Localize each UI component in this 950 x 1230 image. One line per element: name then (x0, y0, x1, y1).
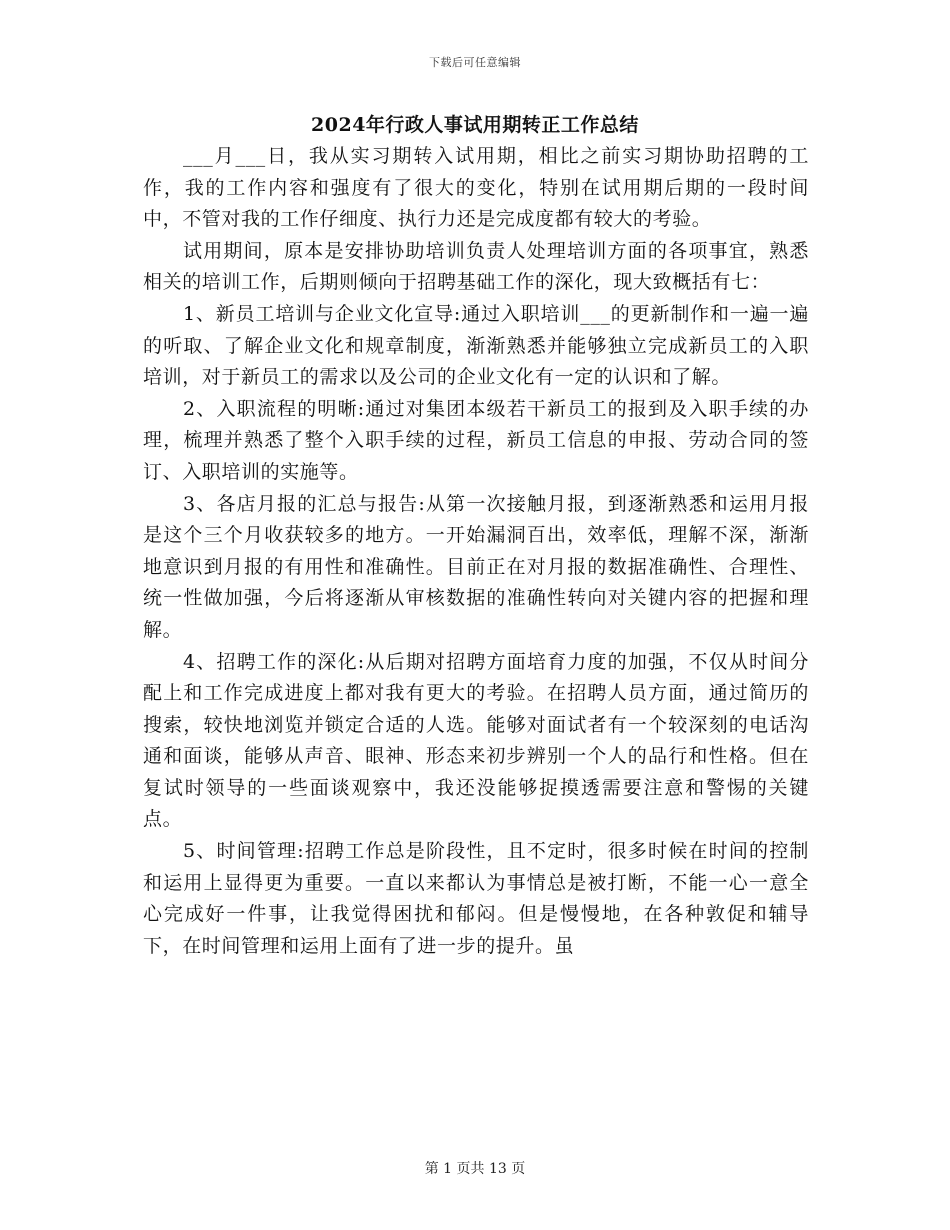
paragraph-item-5: 5、时间管理:招聘工作总是阶段性，且不定时，很多时候在时间的控制和运用上显得更为重要。一直以来都认为事情总是被打断，不能一心一意全心完成好一件事，让我觉得困扰和郁闷。但是慢慢地，在各种敦促和辅导下，在时间管理和运用上面有了进一步的提升。虽 (143, 840, 809, 957)
paragraph-item-3: 3、各店月报的汇总与报告:从第一次接触月报，到逐渐熟悉和运用月报是这个三个月收获较多的地方。一开始漏洞百出，效率低，理解不深，渐渐地意识到月报的有用性和准确性。目前正在对月报的数据准确性、合理性、统一性做加强，今后将逐渐从审核数据的准确性转向对关键内容的把握和理解。 (143, 492, 809, 641)
document-body (143, 141, 809, 962)
page-number-footer: 第 1 页共 13 页 (424, 1161, 526, 1177)
document-title: 2024年行政人事试用期转正工作总结 (311, 114, 639, 136)
paragraph-item-4: 4、招聘工作的深化:从后期对招聘方面培育力度的加强，不仅从时间分配上和工作完成进度上都对我有更大的考验。在招聘人员方面，通过简历的搜索，较快地浏览并锁定合适的人选。能够对面试者有一个较深刻的电话沟通和面谈，能够从声音、眼神、形态来初步辨别一个人的品行和性格。但在复试时领导的一些面谈观察中，我还没能够捉摸透需要注意和警惕的关键点。 (143, 650, 809, 831)
paragraph-overview: 试用期间，原本是安排协助培训负责人处理培训方面的各项事宜，熟悉相关的培训工作，后期则倾向于招聘基础工作的深化，现大致概括有七： (143, 239, 809, 294)
paragraph-item-2: 2、入职流程的明晰:通过对集团本级若干新员工的报到及入职手续的办理，梳理并熟悉了整个入职手续的过程，新员工信息的申报、劳动合同的签订、入职培训的实施等。 (143, 397, 809, 483)
page-header-note: 下载后可任意编辑 (429, 56, 521, 69)
paragraph-intro: ___月___日，我从实习期转入试用期，相比之前实习期协助招聘的工作，我的工作内容和强度有了很大的变化，特别在试用期后期的一段时间中，不管对我的工作仔细度、执行力还是完成度都有较大的考验。 (143, 145, 809, 231)
paragraph-item-1: 1、新员工培训与企业文化宣导:通过入职培训___的更新制作和一遍一遍的听取、了解企业文化和规章制度，渐渐熟悉并能够独立完成新员工的入职培训，对于新员工的需求以及公司的企业文化有一定的认识和了解。 (143, 302, 809, 389)
